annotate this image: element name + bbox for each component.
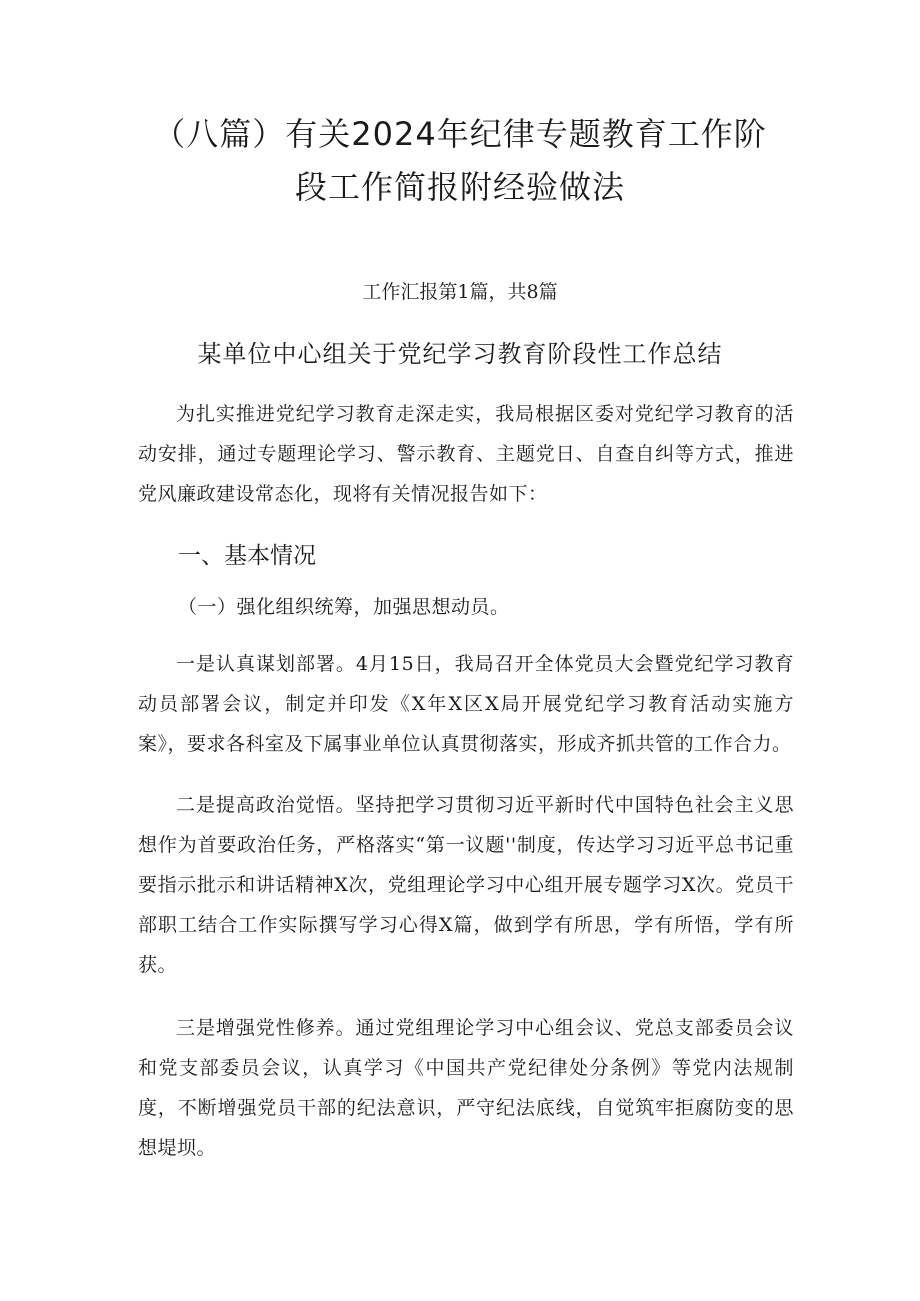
section-title: 某单位中心组关于党纪学习教育阶段性工作总结	[197, 340, 723, 368]
subheading-organization: （一）强化组织统筹，加强思想动员。	[178, 596, 510, 618]
paragraph-party-spirit: 三是增强党性修养。通过党组理论学习中心组会议、党总支部委员会议和党支部委员会议，认真学习《中国共产党纪律处分条例》等党内法规制度，不断增强党员干部的纪法意识，严守纪法底线，自觉筑牢拒腐防变的思想堤坝。	[138, 1017, 794, 1159]
document-title-line-1: （八篇）有关2024年纪律专题教育工作阶	[153, 115, 767, 153]
document-title-line-2: 段工作简报附经验做法	[294, 168, 625, 206]
intro-paragraph: 为扎实推进党纪学习教育走深走实，我局根据区委对党纪学习教育的活动安排，通过专题理论学习、警示教育、主题党日、自查自纠等方式，推进党风廉政建设常态化，现将有关情况报告如下：	[138, 403, 794, 505]
report-count: 工作汇报第1篇，共8篇	[362, 281, 558, 303]
paragraph-political-awareness: 二是提高政治觉悟。坚持把学习贯彻习近平新时代中国特色社会主义思想作为首要政治任务，严格落实“第一议题''制度，传达学习习近平总书记重要指示批示和讲话精神X次，党组理论学习中心组开展专题学习X次。党员干部职工结合工作实际撰写学习心得X篇，做到学有所思，学有所悟，学有所获。	[138, 794, 794, 976]
document-title	[100, 108, 820, 214]
paragraph-planning: 一是认真谋划部署。4月15日，我局召开全体党员大会暨党纪学习教育动员部署会议，制定并印发《X年X区X局开展党纪学习教育活动实施方案》，要求各科室及下属事业单位认真贯彻落实，形成齐抓共管的工作合力。	[138, 653, 794, 755]
heading-basic-situation: 一、基本情况	[178, 543, 316, 569]
